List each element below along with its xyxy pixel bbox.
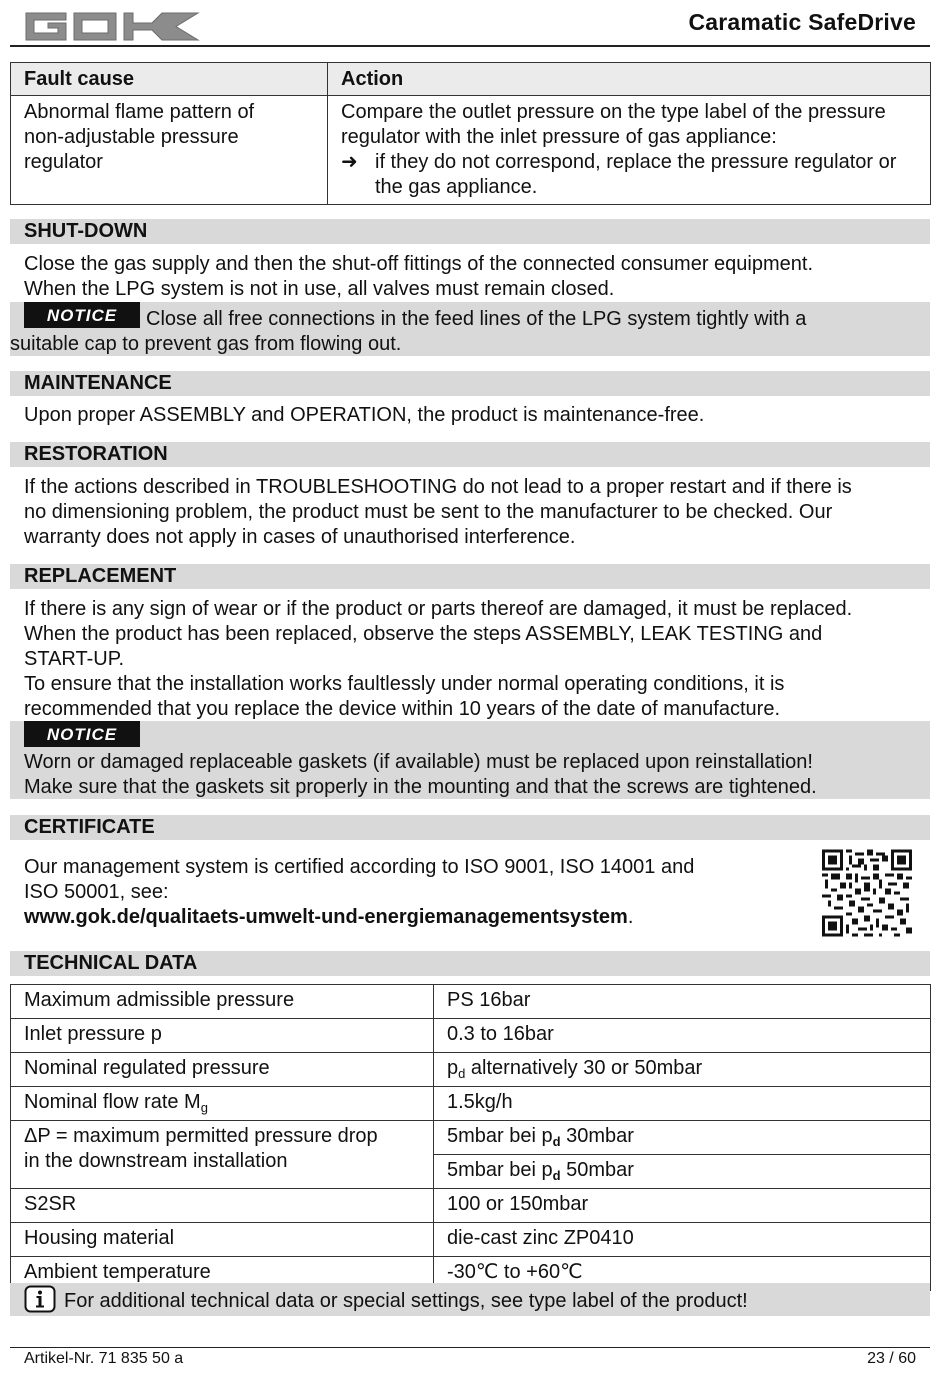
notice-badge: NOTICE xyxy=(24,302,140,328)
table-row xyxy=(11,1189,931,1223)
tech-value: PS 16bar xyxy=(434,985,931,1019)
restoration-text xyxy=(24,475,924,550)
notice-text-line-2: Make sure that the gaskets sit properly in the mounting and that the screws are tightened. xyxy=(24,776,817,798)
shutdown-notice xyxy=(10,302,930,356)
tech-value-text: 5mbar bei p xyxy=(447,1125,553,1147)
pressure-symbol: p xyxy=(447,1057,459,1079)
technical-data-table xyxy=(10,984,931,1291)
tech-label: Nominal regulated pressure xyxy=(11,1053,434,1087)
replacement-notice xyxy=(10,721,930,799)
restoration-line-1: If the actions described in TROUBLESHOOTING do not lead to a proper restart and if there is xyxy=(24,476,852,498)
tech-value-text: 50mbar xyxy=(560,1159,634,1181)
action-step: if they do not correspond, replace the pressure regulator or the gas appliance. xyxy=(375,151,897,198)
pressure-subscript: d xyxy=(458,1066,466,1081)
fault-cause-text: Abnormal flame pattern of non-adjustable pressure regulator xyxy=(24,101,255,173)
fault-cause-cell xyxy=(11,96,328,205)
section-restoration-heading xyxy=(10,442,930,467)
tech-value: 0.3 to 16bar xyxy=(434,1019,931,1053)
technical-data-heading-text: TECHNICAL DATA xyxy=(24,952,198,974)
gok-logo xyxy=(24,9,200,42)
notice-badge: NOTICE xyxy=(24,721,140,747)
flow-subscript: g xyxy=(200,1100,208,1115)
notice-text-line-1: Worn or damaged replaceable gaskets (if available) must be replaced upon reinstallation! xyxy=(24,751,813,773)
restoration-line-3: warranty does not apply in cases of unauthorised interference. xyxy=(24,526,576,548)
maintenance-text: Upon proper ASSEMBLY and OPERATION, the product is maintenance-free. xyxy=(24,404,705,426)
qr-code-icon[interactable] xyxy=(822,849,912,937)
table-row xyxy=(11,1053,931,1087)
tech-label-line-2: in the downstream installation xyxy=(24,1150,288,1172)
tech-label xyxy=(11,1087,434,1121)
shutdown-line-1: Close the gas supply and then the shut-off fittings of the connected consumer equipment. xyxy=(24,253,814,275)
shutdown-heading-text: SHUT-DOWN xyxy=(24,220,148,242)
notice-text-line-1: Close all free connections in the feed lines of the LPG system tightly with a xyxy=(146,308,807,330)
tech-value: -30℃ to +60℃ xyxy=(434,1257,931,1291)
notice-text-line-2: suitable cap to prevent gas from flowing out. xyxy=(10,333,402,355)
shutdown-line-2: When the LPG system is not in use, all valves must remain closed. xyxy=(24,278,615,300)
table-row xyxy=(11,1121,931,1155)
section-maintenance-heading xyxy=(10,371,930,396)
arrow-right-icon: ➜ xyxy=(341,151,358,173)
fault-table xyxy=(10,62,931,205)
tech-value: die-cast zinc ZP0410 xyxy=(434,1223,931,1257)
replacement-text xyxy=(24,597,924,722)
replacement-line-5: recommended that you replace the device within 10 years of the date of manufacture. xyxy=(24,698,780,720)
table-row xyxy=(11,985,931,1019)
tech-value-text: 5mbar bei p xyxy=(447,1159,553,1181)
table-row xyxy=(11,1019,931,1053)
action-intro: Compare the outlet pressure on the type label of the pressure regulator with the inlet pressure of gas appliance: xyxy=(341,101,886,148)
restoration-heading-text: RESTORATION xyxy=(24,443,168,465)
tech-label: Ambient temperature xyxy=(11,1257,434,1291)
pressure-subscript: d xyxy=(552,1134,561,1149)
shutdown-text xyxy=(24,252,924,302)
tech-value-text: 30mbar xyxy=(560,1125,634,1147)
tech-label: S2SR xyxy=(11,1189,434,1223)
tech-label xyxy=(11,1121,434,1189)
footer-divider xyxy=(10,1347,930,1348)
restoration-line-2: no dimensioning problem, the product must be sent to the manufacturer to be checked. Our xyxy=(24,501,833,523)
tech-value-text: alternatively 30 or 50mbar xyxy=(465,1057,703,1079)
info-note xyxy=(10,1283,930,1316)
section-shutdown-heading xyxy=(10,219,930,244)
document-title: Caramatic SafeDrive xyxy=(688,9,916,35)
maintenance-heading-text: MAINTENANCE xyxy=(24,372,172,394)
replacement-line-2: When the product has been replaced, observe the steps ASSEMBLY, LEAK TESTING and xyxy=(24,623,823,645)
certificate-line-1: Our management system is certified according to ISO 9001, ISO 14001 and xyxy=(24,856,695,878)
certificate-link[interactable]: www.gok.de/qualitaets-umwelt-und-energiemanagementsystem xyxy=(24,906,628,928)
article-number: Artikel-Nr. 71 835 50 a xyxy=(24,1350,184,1367)
tech-label: Inlet pressure p xyxy=(11,1019,434,1053)
tech-value xyxy=(434,1155,931,1189)
tech-label: Maximum admissible pressure xyxy=(11,985,434,1019)
action-header: Action xyxy=(328,63,931,96)
header-divider xyxy=(10,45,930,47)
info-icon xyxy=(24,1285,52,1311)
action-cell xyxy=(328,96,931,205)
tech-label: Housing material xyxy=(11,1223,434,1257)
certificate-text xyxy=(24,855,804,930)
table-row xyxy=(11,1087,931,1121)
tech-value: 1.5kg/h xyxy=(434,1087,931,1121)
replacement-line-4: To ensure that the installation works faultlessly under normal operating conditions, it is xyxy=(24,673,785,695)
section-technical-data-heading xyxy=(10,951,930,976)
page-number: 23 / 60 xyxy=(867,1350,916,1367)
replacement-heading-text: REPLACEMENT xyxy=(24,565,177,587)
section-certificate-heading xyxy=(10,815,930,840)
fault-cause-header: Fault cause xyxy=(11,63,328,96)
tech-value xyxy=(434,1121,931,1155)
tech-value xyxy=(434,1053,931,1087)
section-replacement-heading xyxy=(10,564,930,589)
tech-label-line-1: ΔP = maximum permitted pressure drop xyxy=(24,1125,378,1147)
replacement-line-1: If there is any sign of wear or if the product or parts thereof are damaged, it must be replaced. xyxy=(24,598,853,620)
certificate-heading-text: CERTIFICATE xyxy=(24,816,155,838)
replacement-line-3: START-UP. xyxy=(24,648,125,670)
info-text: For additional technical data or special settings, see type label of the product! xyxy=(64,1290,748,1312)
tech-label-text: Nominal flow rate M xyxy=(24,1091,201,1113)
pressure-subscript: d xyxy=(552,1168,561,1183)
table-row xyxy=(11,1223,931,1257)
certificate-line-2: ISO 50001, see: xyxy=(24,881,169,903)
certificate-link-suffix: . xyxy=(627,906,634,928)
tech-value: 100 or 150mbar xyxy=(434,1189,931,1223)
